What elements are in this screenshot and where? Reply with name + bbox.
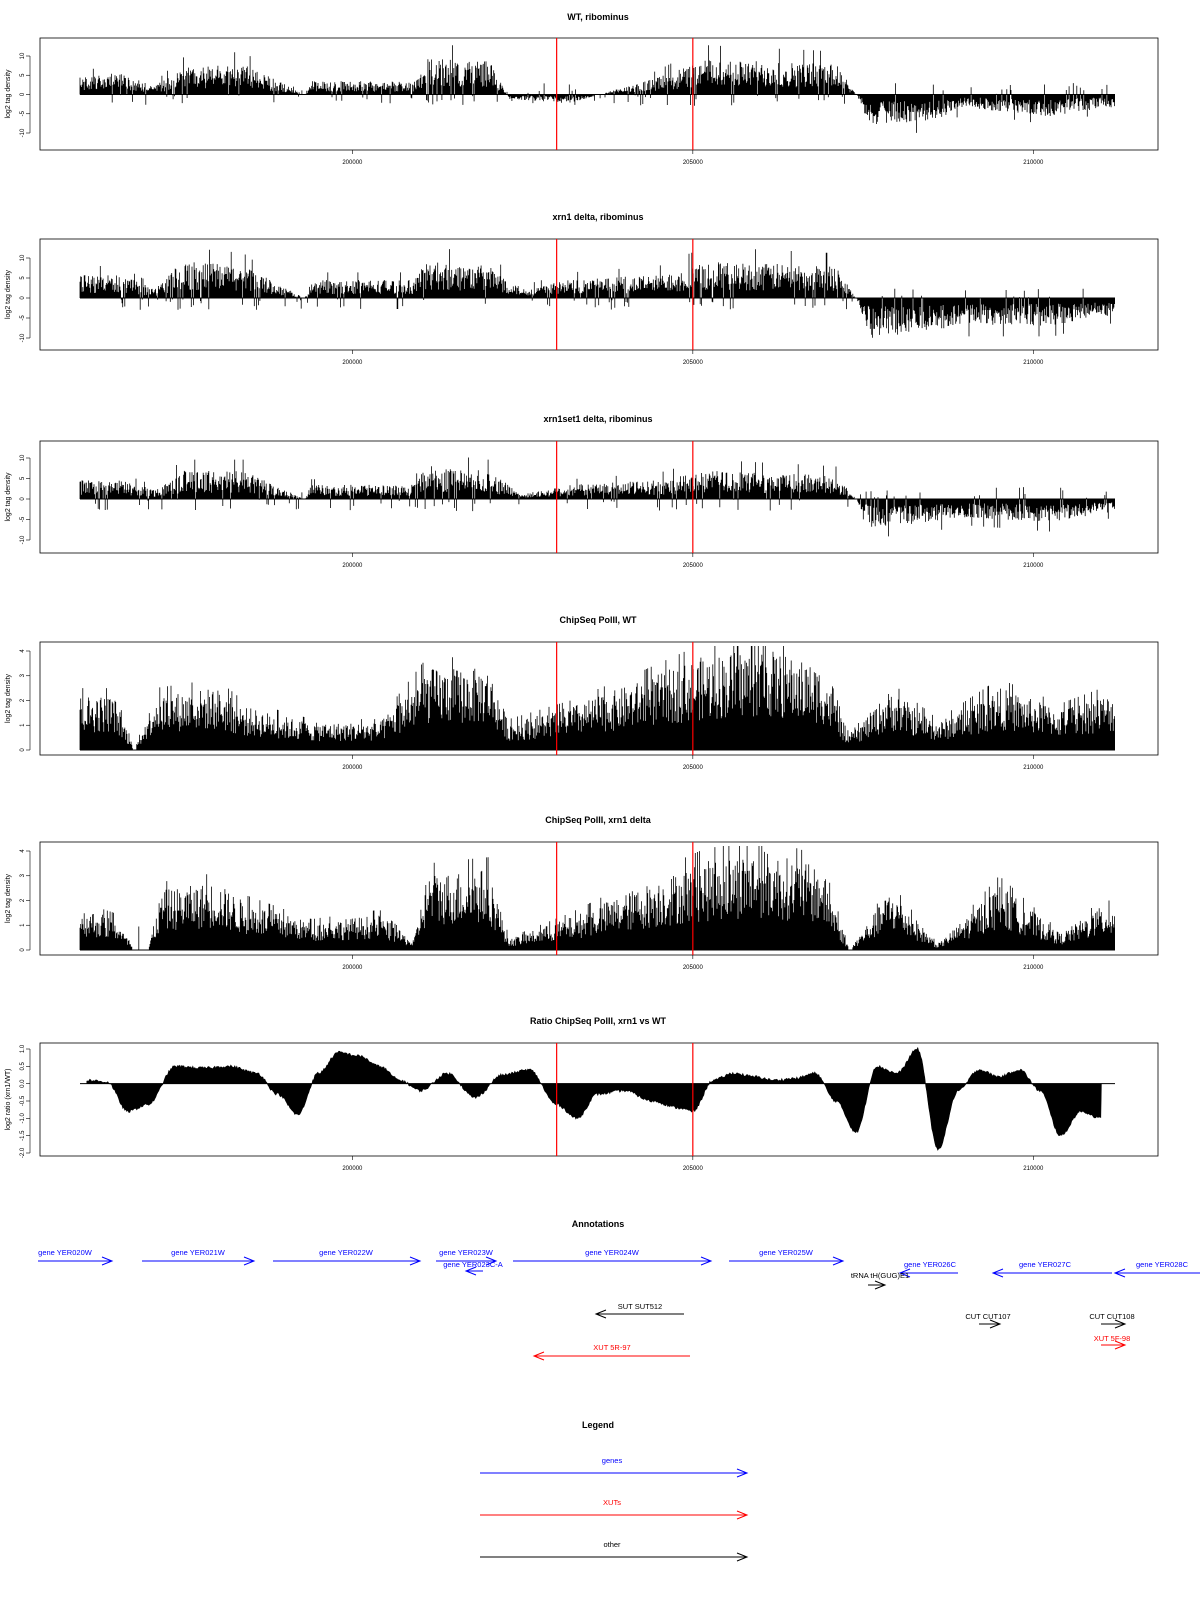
gene-label: gene YER023W xyxy=(439,1248,493,1257)
x-tick-label: 205000 xyxy=(682,563,703,569)
y-tick-label: 0 xyxy=(20,948,26,952)
gene-label: gene YER023C-A xyxy=(443,1260,503,1269)
y-tick-label: -5 xyxy=(20,315,26,321)
chart-panel-2 xyxy=(5,212,1158,366)
gene-arrow xyxy=(443,1260,502,1275)
chart-panel-4 xyxy=(5,615,1158,771)
signal-bars xyxy=(80,646,1115,750)
x-tick-label: 200000 xyxy=(342,160,363,166)
legend-item-arrow xyxy=(480,1456,747,1477)
x-tick-label: 200000 xyxy=(342,1166,363,1172)
y-tick-label: 4 xyxy=(20,649,26,653)
gene-label: gene YER024W xyxy=(585,1248,639,1257)
gene-label: gene YER020W xyxy=(38,1248,92,1257)
other-feature-label: CUT CUT108 xyxy=(1089,1312,1135,1321)
x-tick-label: 200000 xyxy=(342,563,363,569)
chart-title: Ratio ChipSeq PolII, xrn1 vs WT xyxy=(529,1016,667,1026)
other-feature-arrow xyxy=(1089,1312,1134,1328)
gene-label: gene YER026C xyxy=(904,1260,956,1269)
signal-bars xyxy=(80,846,1115,950)
gene-arrow xyxy=(142,1248,254,1265)
y-tick-label: 10 xyxy=(20,52,26,60)
signal-bar-series xyxy=(80,646,1115,750)
signal-bar-series xyxy=(80,458,1115,537)
chart-title: WT, ribominus xyxy=(567,12,629,22)
gene-label: gene YER021W xyxy=(171,1248,225,1257)
chart-panel-1 xyxy=(5,12,1158,166)
y-axis-label: log2 tag density xyxy=(5,269,12,320)
y-tick-label: -2.0 xyxy=(20,1147,26,1159)
x-tick-label: 210000 xyxy=(1023,563,1044,569)
chart-title: xrn1set1 delta, ribominus xyxy=(543,414,653,424)
xut-arrow xyxy=(534,1343,690,1360)
x-tick-label: 210000 xyxy=(1023,1166,1044,1172)
x-tick-label: 205000 xyxy=(682,765,703,771)
y-tick-label: 10 xyxy=(20,254,26,262)
y-tick-label: 0.5 xyxy=(20,1062,26,1071)
y-tick-label: 5 xyxy=(20,276,26,280)
y-tick-label: 0 xyxy=(20,497,26,501)
signal-bars xyxy=(80,458,1115,537)
legend-item-arrow xyxy=(480,1540,747,1561)
plot-frame xyxy=(40,1043,1158,1156)
other-feature-label: SUT SUT512 xyxy=(617,1302,663,1311)
y-axis-label: log2 tag density xyxy=(5,472,12,522)
y-tick-label: 0 xyxy=(20,748,26,752)
y-tick-label: -5 xyxy=(20,111,26,117)
signal-bar-series xyxy=(80,846,1115,950)
gene-arrow xyxy=(729,1248,843,1265)
y-tick-label: -10 xyxy=(20,128,26,138)
other-feature-label: CUT CUT107 xyxy=(965,1312,1011,1321)
xut-label: XUT 5F-98 xyxy=(1093,1334,1131,1343)
chart-title: ChipSeq PolII, xrn1 delta xyxy=(545,815,651,825)
chart-panel-5 xyxy=(5,815,1158,971)
annotations-panel xyxy=(38,1219,1200,1360)
y-tick-label: 1.0 xyxy=(20,1044,26,1054)
legend-panel xyxy=(480,1420,747,1561)
y-tick-label: -1.5 xyxy=(20,1130,26,1141)
x-tick-label: 205000 xyxy=(682,160,703,166)
y-axis-label: log2 tag density xyxy=(5,69,12,119)
y-tick-label: 1 xyxy=(20,923,26,927)
signal-bar-series xyxy=(80,249,1115,338)
y-tick-label: 10 xyxy=(20,454,26,462)
y-tick-label: 1 xyxy=(20,723,26,727)
signal-bars xyxy=(80,45,1115,133)
xut-label: XUT 5R-97 xyxy=(593,1343,631,1352)
signal-bars xyxy=(80,249,1115,338)
gene-arrow xyxy=(38,1248,112,1265)
legend-item-label: other xyxy=(603,1540,621,1549)
y-tick-label: -10 xyxy=(20,535,26,545)
other-feature-arrow xyxy=(965,1312,1010,1328)
y-tick-label: 0 xyxy=(20,296,26,300)
y-tick-label: 5 xyxy=(20,73,26,77)
gene-label: gene YER022W xyxy=(319,1248,373,1257)
legend-item-label: XUTs xyxy=(603,1498,621,1507)
y-axis-label: log2 tag density xyxy=(5,873,12,924)
x-tick-label: 205000 xyxy=(682,1166,703,1172)
legend-title: Legend xyxy=(581,1420,615,1430)
other-feature-label: tRNA tH(GUG)E1 xyxy=(850,1271,910,1280)
x-tick-label: 210000 xyxy=(1023,765,1044,771)
y-tick-label: 5 xyxy=(20,476,26,481)
x-tick-label: 200000 xyxy=(342,965,363,971)
y-tick-label: -1.0 xyxy=(20,1113,26,1124)
y-tick-label: 3 xyxy=(20,874,26,878)
legend-item-label: genes xyxy=(601,1456,623,1465)
y-tick-label: 4 xyxy=(20,849,26,853)
chart-panel-6 xyxy=(5,1016,1158,1172)
y-tick-label: -10 xyxy=(20,333,26,343)
annotations-title: Annotations xyxy=(571,1219,625,1229)
chart-title: ChipSeq PolII, WT xyxy=(559,615,637,625)
chart-panel-3 xyxy=(5,414,1158,569)
y-tick-label: -5 xyxy=(20,516,26,523)
gene-label: gene YER027C xyxy=(1019,1260,1071,1269)
chart-title: xrn1 delta, ribominus xyxy=(552,212,644,222)
x-tick-label: 210000 xyxy=(1023,360,1044,366)
xut-arrow xyxy=(1094,1334,1131,1349)
x-tick-label: 200000 xyxy=(342,765,363,771)
x-tick-label: 210000 xyxy=(1023,965,1044,971)
y-tick-label: 2 xyxy=(20,898,26,903)
x-tick-label: 200000 xyxy=(342,360,363,366)
other-feature-arrow xyxy=(851,1271,909,1289)
y-axis-label: log2 tag density xyxy=(5,673,12,724)
y-axis-label: log2 ratio (xrn1/WT) xyxy=(5,1068,12,1131)
other-feature-arrow xyxy=(596,1302,684,1318)
legend-item-arrow xyxy=(480,1498,747,1519)
gene-label: gene YER028C xyxy=(1136,1260,1188,1269)
gene-arrow xyxy=(513,1248,711,1265)
y-tick-label: -0.5 xyxy=(20,1095,26,1107)
ratio-area xyxy=(87,1048,1102,1151)
signal-bar-series xyxy=(80,45,1115,133)
y-tick-label: 2 xyxy=(20,698,26,703)
y-tick-label: 3 xyxy=(20,674,26,678)
gene-arrow xyxy=(1115,1260,1200,1277)
x-tick-label: 210000 xyxy=(1023,160,1044,166)
gene-arrow xyxy=(273,1248,420,1265)
gene-arrow xyxy=(993,1260,1112,1277)
x-tick-label: 205000 xyxy=(682,965,703,971)
y-tick-label: 0 xyxy=(20,92,26,97)
x-tick-label: 205000 xyxy=(682,360,703,366)
gene-label: gene YER025W xyxy=(759,1248,813,1257)
y-tick-label: 0.0 xyxy=(20,1079,26,1088)
